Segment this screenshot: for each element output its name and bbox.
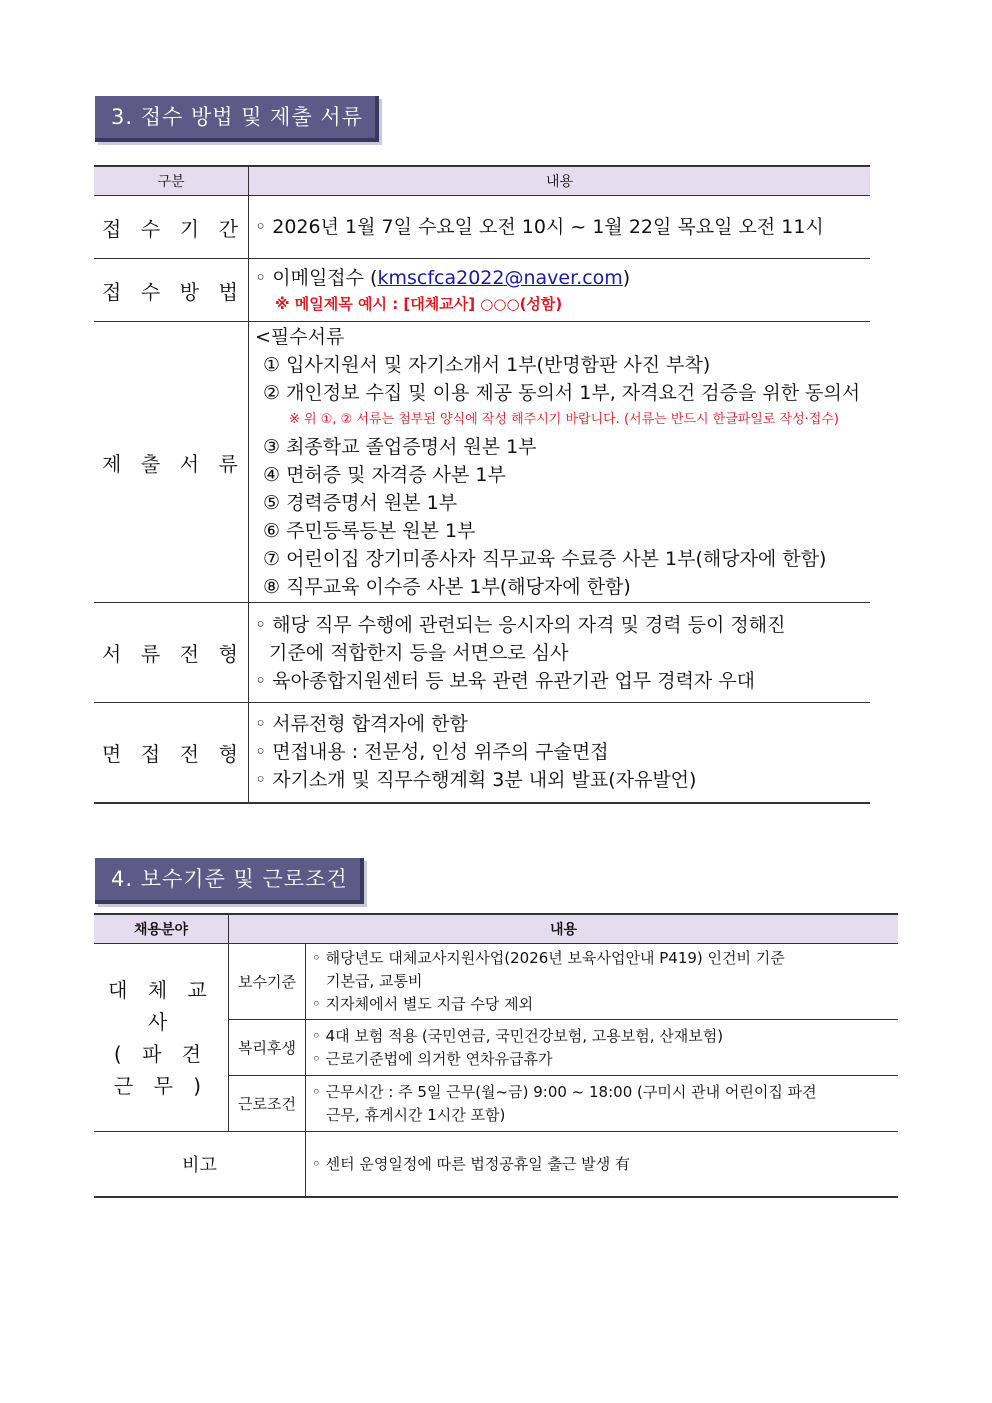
method-label: 접 수 방 법 <box>94 259 249 322</box>
header-field: 채용분야 <box>94 914 229 944</box>
screening-label: 서 류 전 형 <box>94 603 249 703</box>
docs-item: ① 입사지원서 및 자기소개서 1부(반명함판 사진 부착) <box>263 354 711 376</box>
screening-line: ◦ 해당 직무 수행에 관련되는 응시자의 자격 및 경력 등이 정해진 <box>255 613 786 636</box>
welfare-line: ◦ 4대 보험 적용 (국민연금, 국민건강보험, 고용보험, 산재보험) <box>312 1026 724 1045</box>
header-category: 구분 <box>94 166 249 196</box>
docs-note: ※ 위 ①, ② 서류는 첨부된 양식에 작성 해주시기 바랍니다. (서류는 반드시 한글파일로 작성·접수) <box>289 412 839 427</box>
pay-line: 기본급, 교통비 <box>326 972 423 990</box>
header-content: 내용 <box>229 914 899 944</box>
section4-title: 4. 보수기준 및 근로조건 <box>95 858 364 904</box>
docs-content <box>249 322 871 603</box>
work-line: 근무, 휴게시간 1시간 포함) <box>326 1105 506 1124</box>
note-label: 비고 <box>94 1132 306 1198</box>
docs-item: ⑥ 주민등록등본 원본 1부 <box>263 520 476 542</box>
interview-label: 면 접 전 형 <box>94 703 249 803</box>
pay-label: 보수기준 <box>229 944 306 1020</box>
submission-table <box>94 165 870 804</box>
method-suffix: ) <box>622 267 631 289</box>
job-category <box>94 944 229 1132</box>
pay-table <box>94 913 898 1198</box>
docs-item: ④ 면허증 및 자격증 사본 1부 <box>263 464 506 486</box>
period-text: ◦ 2026년 1월 7일 수요일 오전 10시 ~ 1월 22일 목요일 오전 11시 <box>249 196 871 259</box>
work-content <box>306 1076 899 1132</box>
section3-title: 3. 접수 방법 및 제출 서류 <box>95 96 379 142</box>
note-text: ◦ 센터 운영일정에 따른 법정공휴일 출근 발생 有 <box>306 1132 899 1198</box>
welfare-line: ◦ 근로기준법에 의거한 연차유급휴가 <box>312 1049 553 1068</box>
docs-item: ⑧ 직무교육 이수증 사본 1부(해당자에 한함) <box>263 576 631 598</box>
screening-line: 기준에 적합한지 등을 서면으로 심사 <box>269 641 569 664</box>
category-line: 대 체 교 사 <box>108 977 214 1034</box>
screening-line: ◦ 육아종합지원센터 등 보육 관련 유관기관 업무 경력자 우대 <box>255 669 756 692</box>
welfare-content <box>306 1020 899 1076</box>
work-line: ◦ 근무시간 : 주 5일 근무(월~금) 9:00 ~ 18:00 (구미시 관내 어린이집 파견 <box>312 1082 817 1101</box>
period-label: 접 수 기 간 <box>94 196 249 259</box>
docs-item: ③ 최종학교 졸업증명서 원본 1부 <box>263 436 537 458</box>
docs-item: ⑦ 어린이집 장기미종사자 직무교육 수료증 사본 1부(해당자에 한함) <box>263 548 827 570</box>
docs-item: ⑤ 경력증명서 원본 1부 <box>263 492 458 514</box>
docs-heading: <필수서류 <box>255 326 345 348</box>
docs-label: 제 출 서 류 <box>94 322 249 603</box>
work-label: 근로조건 <box>229 1076 306 1132</box>
pay-line: ◦ 지자체에서 별도 지급 수당 제외 <box>312 995 534 1013</box>
method-content <box>249 259 871 322</box>
pay-line: ◦ 해당년도 대체교사지원사업(2026년 보육사업안내 P419) 인건비 기준 <box>312 949 785 967</box>
interview-content <box>249 703 871 803</box>
method-prefix: ◦ 이메일접수 ( <box>255 267 378 289</box>
header-content: 내용 <box>249 166 871 196</box>
pay-content <box>306 944 899 1020</box>
email-link[interactable]: kmscfca2022@naver.com <box>377 267 623 289</box>
interview-line: ◦ 자기소개 및 직무수행계획 3분 내외 발표(자유발언) <box>255 769 697 792</box>
interview-line: ◦ 면접내용 : 전문성, 인성 위주의 구술면접 <box>255 741 609 764</box>
interview-line: ◦ 서류전형 합격자에 한함 <box>255 713 468 736</box>
category-line: ( 파 견 근 무 ) <box>113 1041 209 1098</box>
screening-content <box>249 603 871 703</box>
welfare-label: 복리후생 <box>229 1020 306 1076</box>
docs-item: ② 개인정보 수집 및 이용 제공 동의서 1부, 자격요건 검증을 위한 동의서 <box>263 382 861 404</box>
method-note: ※ 메일제목 예시 : [대체교사] ○○○(성함) <box>275 295 563 313</box>
